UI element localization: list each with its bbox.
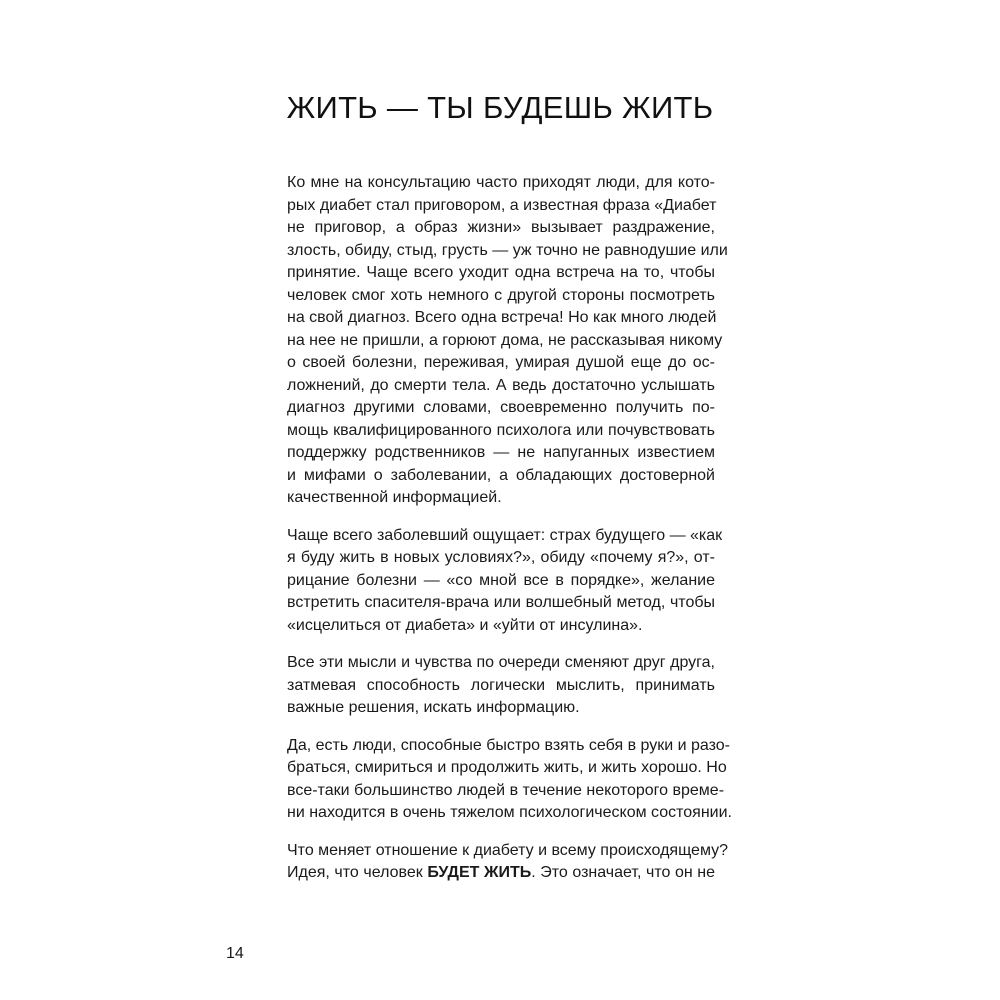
text-line: я буду жить в новых условиях?», обиду «почему я?», от- bbox=[287, 549, 715, 566]
text-line: рых диабет стал приговором, а известная фраза «Диабет bbox=[287, 196, 717, 214]
text-line: принятие. Чаще всего уходит одна встреча на то, чтобы bbox=[287, 264, 715, 281]
text-fragment: . Это означает, что он не bbox=[531, 864, 716, 881]
text-line: поддержку родственников — не напуганных известием bbox=[287, 444, 715, 461]
text-line: «исцелиться от диабета» и «уйти от инсулина». bbox=[287, 616, 643, 634]
text-line: важные решения, искать информацию. bbox=[287, 699, 580, 716]
text-line: человек смог хоть немного с другой стороны посмотреть bbox=[287, 286, 715, 304]
chapter-title: ЖИТЬ — ТЫ БУДЕШЬ ЖИТЬ bbox=[286, 90, 714, 125]
text-line: на нее не пришли, а горюют дома, не рассказывая никому bbox=[287, 331, 723, 349]
text-line: Что меняет отношение к диабету и всему происходящему? bbox=[287, 841, 729, 859]
text-line: мощь квалифицированного психолога или почувствовать bbox=[287, 421, 715, 439]
text-line: затмевая способность логически мыслить, принимать bbox=[287, 676, 715, 694]
paragraph-4 bbox=[287, 735, 732, 825]
text-line: Чаще всего заболевший ощущает: страх будущего — «как bbox=[287, 526, 723, 544]
text-line: рицание болезни — «со мной все в порядке», желание bbox=[287, 571, 715, 589]
text-line: Ко мне на консультацию часто приходят люди, для кото- bbox=[287, 174, 715, 191]
emphasis-text: БУДЕТ ЖИТЬ bbox=[427, 864, 532, 881]
text-line: диагноз другими словами, своевременно получить по- bbox=[287, 399, 715, 416]
text-line: встретить спасителя-врача или волшебный метод, чтобы bbox=[287, 594, 715, 611]
text-line: на свой диагноз. Всего одна встреча! Но как много людей bbox=[287, 309, 717, 326]
text-line: Да, есть люди, способные быстро взять себя в руки и разо- bbox=[287, 736, 730, 754]
text-line: о своей болезни, переживая, умирая душой еще до ос- bbox=[287, 354, 715, 371]
body-text bbox=[287, 172, 732, 900]
text-line: браться, смириться и продолжить жить, и жить хорошо. Но bbox=[287, 759, 727, 776]
text-line: Все эти мысли и чувства по очереди сменяют друг друга, bbox=[287, 654, 715, 671]
paragraph-5 bbox=[287, 840, 729, 885]
paragraph-1 bbox=[287, 172, 728, 510]
text-line-with-emphasis bbox=[287, 862, 715, 885]
text-line: и мифами о заболевании, а обладающих достоверной bbox=[287, 466, 715, 484]
text-line: качественной информацией. bbox=[287, 489, 502, 506]
page-number: 14 bbox=[226, 945, 244, 962]
paragraph-3 bbox=[287, 652, 715, 720]
text-line: злость, обиду, стыд, грусть — уж точно не равнодушие или bbox=[287, 241, 728, 259]
text-line: ни находится в очень тяжелом психологическом состоянии. bbox=[287, 804, 732, 821]
text-fragment: Идея, что человек bbox=[287, 864, 428, 881]
text-line: все-таки большинство людей в течение некоторого време- bbox=[287, 781, 725, 799]
text-line: не приговор, а образ жизни» вызывает раздражение, bbox=[287, 219, 715, 236]
text-line: ложнений, до смерти тела. А ведь достаточно услышать bbox=[287, 376, 715, 394]
paragraph-2 bbox=[287, 525, 723, 638]
